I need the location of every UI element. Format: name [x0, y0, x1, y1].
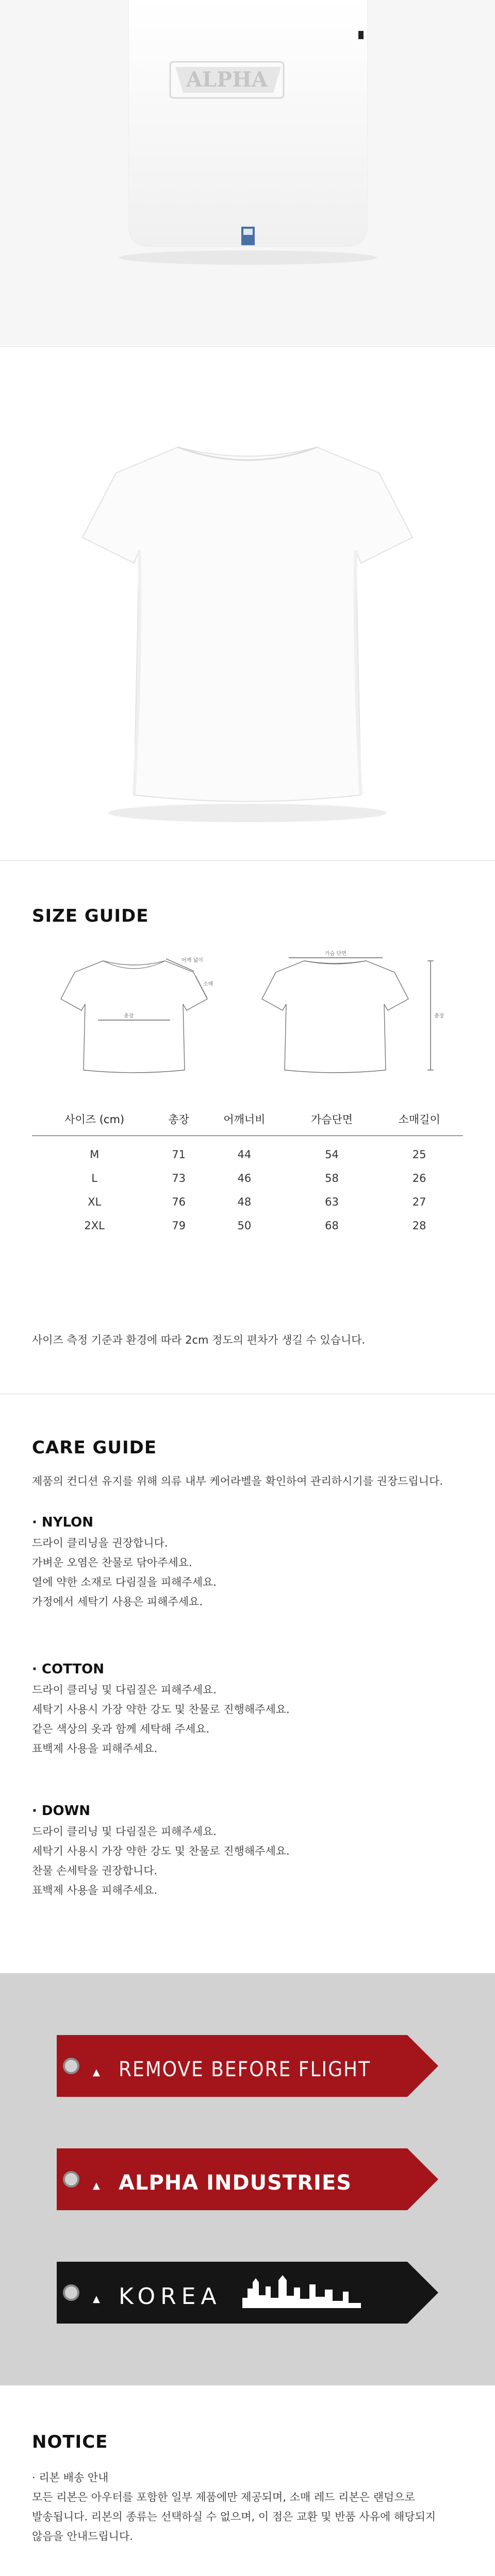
cell: M [90, 1148, 100, 1161]
care-line: 드라이 클리닝 및 다림질은 피해주세요. [32, 1825, 217, 1838]
care-line: 열에 약한 소재로 다림질을 피해주세요. [32, 1576, 217, 1588]
notice-line: 않음을 안내드립니다. [32, 2530, 133, 2543]
notice-line: · 리본 배송 안내 [32, 2471, 109, 2484]
care-line: 드라이 클리닝 및 다림질은 피해주세요. [32, 1684, 217, 1696]
care-down [32, 1803, 290, 1900]
ribbon-korea [57, 2262, 438, 2324]
size-guide-title: SIZE GUIDE [32, 906, 149, 926]
size-guide-note: 사이즈 측정 기준과 환경에 따라 2cm 정도의 편차가 생길 수 있습니다. [32, 1334, 366, 1346]
product-photo-front [0, 0, 495, 345]
care-line: 드라이 클리닝을 권장합니다. [32, 1537, 168, 1549]
care-nylon-heading: · NYLON [32, 1515, 94, 1530]
care-down-heading: · DOWN [32, 1803, 91, 1819]
ribbon-remove-before-flight [57, 2035, 438, 2097]
front-length-label: 총장 [124, 1013, 134, 1019]
notice-body [32, 2468, 436, 2546]
care-line: 가벼운 오염은 찬물로 닦아주세요. [32, 1556, 192, 1569]
care-line: 찬물 손세탁을 권장합니다. [32, 1865, 158, 1877]
cell: 71 [172, 1148, 186, 1161]
front-shoulder-label: 어깨 넓이 [182, 958, 203, 963]
svg-text:▲: ▲ [93, 2067, 100, 2078]
tshirt-front-image [0, 0, 495, 345]
care-cotton [32, 1662, 290, 1758]
ribbon-text-remove: REMOVE BEFORE FLIGHT [119, 2058, 371, 2081]
care-line: 세탁기 사용시 가장 약한 강도 및 찬물로 진행해주세요. [32, 1703, 290, 1716]
cell: 28 [412, 1219, 426, 1232]
care-line: 같은 색상의 옷과 함께 세탁해 주세요. [32, 1723, 210, 1735]
cell: 79 [172, 1219, 186, 1232]
care-line: 세탁기 사용시 가장 약한 강도 및 찬물로 진행해주세요. [32, 1845, 290, 1857]
cell: 54 [325, 1148, 339, 1161]
svg-text:▲: ▲ [93, 2180, 100, 2191]
cell: L [91, 1172, 97, 1184]
care-nylon [32, 1515, 217, 1612]
cell: 68 [325, 1219, 339, 1232]
col-chest: 가슴단면 [288, 1103, 376, 1136]
cell: 73 [172, 1172, 186, 1184]
svg-text:ALPHA: ALPHA [186, 67, 268, 92]
col-length: 총장 [157, 1103, 201, 1136]
care-guide-title: CARE GUIDE [32, 1437, 157, 1458]
front-sleeve-label: 소매 [203, 981, 213, 987]
care-cotton-heading: · COTTON [32, 1662, 105, 1677]
size-diagram [46, 951, 459, 1074]
col-size: 사이즈 (cm) [32, 1103, 157, 1136]
size-diagram-back [262, 950, 444, 1073]
cell: 76 [172, 1196, 186, 1208]
ribbon-text-korea: KOREA [119, 2283, 222, 2310]
back-length-label: 총장 [434, 1013, 444, 1019]
cell: 46 [237, 1172, 252, 1184]
notice-line: 발송됩니다. 리본의 종류는 선택하실 수 없으며, 이 점은 교환 및 반품 사유에 해당되지 [32, 2511, 436, 2523]
care-line: 표백제 사용을 피해주세요. [32, 1742, 158, 1755]
ribbons-image [0, 1973, 495, 2385]
product-photo-back [0, 347, 495, 860]
cell: 25 [412, 1148, 426, 1161]
notice-line: 모든 리본은 아우터를 포함한 일부 제품에만 제공되며, 소매 레드 리본은 랜덤으로 [32, 2491, 415, 2503]
size-diagram-front [61, 957, 213, 1073]
cell: 50 [237, 1219, 252, 1232]
care-line: 가정에서 세탁기 사용은 피해주세요. [32, 1596, 203, 1608]
print-graphic [170, 62, 284, 98]
col-sleeve: 소매길이 [375, 1103, 463, 1136]
table-row [32, 1190, 463, 1214]
size-table-header [32, 1103, 463, 1136]
ribbon-alpha-industries [57, 2148, 438, 2210]
care-line: 표백제 사용을 피해주세요. [32, 1884, 158, 1896]
tshirt-back-image [0, 347, 495, 860]
ribbons-panel [0, 1973, 495, 2385]
cell: XL [88, 1196, 102, 1208]
table-row [32, 1214, 463, 1238]
care-guide-intro: 제품의 컨디션 유지를 위해 의류 내부 케어라벨을 확인하여 관리하시기를 권장드립니다. [32, 1475, 443, 1487]
cell: 44 [237, 1148, 252, 1161]
table-row [32, 1166, 463, 1190]
cell: 2XL [84, 1219, 105, 1232]
cell: 48 [237, 1196, 252, 1208]
cell: 27 [412, 1196, 426, 1208]
cell: 26 [412, 1172, 426, 1184]
svg-text:▲: ▲ [93, 2294, 100, 2304]
cell: 58 [325, 1172, 339, 1184]
col-shoulder: 어깨너비 [201, 1103, 288, 1136]
cell: 63 [325, 1196, 339, 1208]
ribbon-text-alpha: ALPHA INDUSTRIES [119, 2171, 352, 2195]
back-chest-label: 가슴 단면 [325, 951, 346, 957]
size-table [32, 1103, 463, 1238]
notice-title: NOTICE [32, 2432, 108, 2452]
table-row [32, 1136, 463, 1166]
